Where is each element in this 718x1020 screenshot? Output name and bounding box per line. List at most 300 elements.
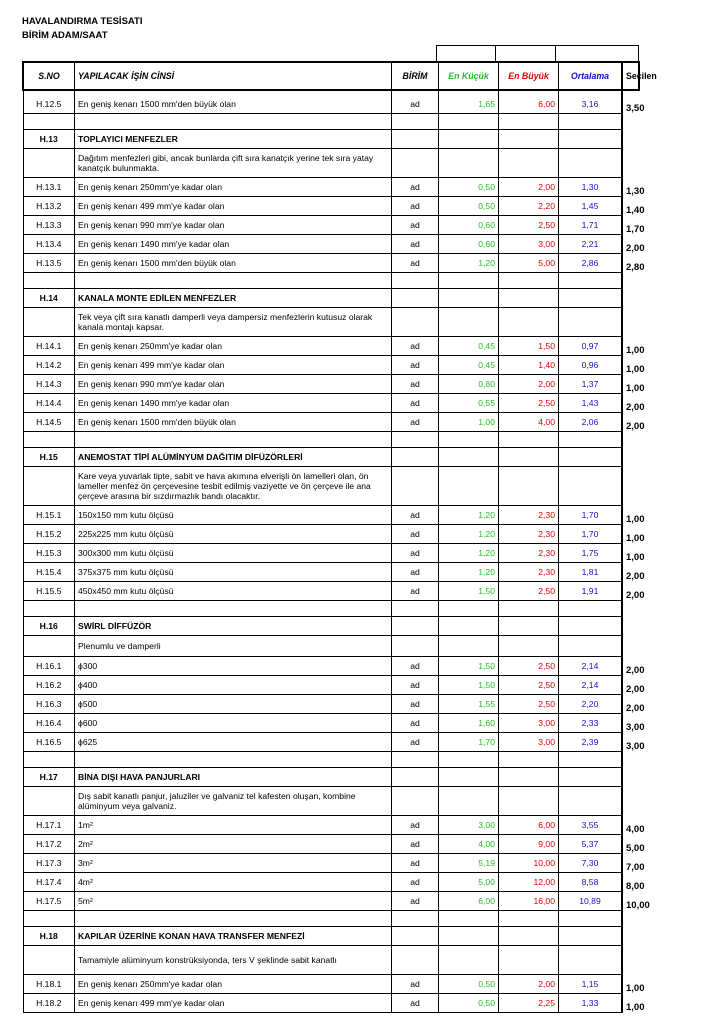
- spacer-row: [23, 601, 639, 617]
- empty-cell: [622, 601, 639, 617]
- row-desc: En geniş kenarı 250mm'ye kadar olan: [75, 178, 392, 197]
- row-min: 1,50: [439, 657, 499, 676]
- row-unit: ad: [392, 733, 439, 752]
- row-no: H.14.3: [23, 375, 75, 394]
- row-unit: ad: [392, 506, 439, 525]
- row-max: 12,00: [499, 873, 559, 892]
- table-row: [23, 676, 639, 695]
- row-max: 2,50: [499, 695, 559, 714]
- empty-cell: [622, 130, 639, 149]
- row-max: 2,25: [499, 994, 559, 1013]
- empty-cell: [439, 114, 499, 130]
- row-max: 2,30: [499, 563, 559, 582]
- empty-cell: [559, 601, 623, 617]
- empty-cell: [439, 149, 499, 178]
- row-max: 3,00: [499, 714, 559, 733]
- group-code: H.17: [23, 768, 75, 787]
- empty-cell: [622, 768, 639, 787]
- row-sel: 7,00: [622, 854, 639, 873]
- table-row: [23, 254, 639, 273]
- row-min: 1,55: [439, 695, 499, 714]
- row-max: 2,30: [499, 506, 559, 525]
- group-code: H.14: [23, 289, 75, 308]
- empty-cell: [75, 114, 392, 130]
- row-max: 6,00: [499, 95, 559, 114]
- empty-cell: [499, 114, 559, 130]
- group-code: H.18: [23, 927, 75, 946]
- table-row: [23, 816, 639, 835]
- table-row: [23, 994, 639, 1013]
- table-row: [23, 394, 639, 413]
- row-desc: 2m²: [75, 835, 392, 854]
- row-unit: ad: [392, 544, 439, 563]
- labor-hours-table: [22, 61, 657, 1013]
- row-avg: 7,30: [559, 854, 623, 873]
- empty-cell: [499, 149, 559, 178]
- row-min: 1,20: [439, 544, 499, 563]
- empty-cell: [439, 946, 499, 975]
- row-no: H.17.5: [23, 892, 75, 911]
- row-sel: 1,00: [622, 506, 639, 525]
- row-unit: ad: [392, 337, 439, 356]
- row-no: H.14.2: [23, 356, 75, 375]
- row-min: 0,55: [439, 394, 499, 413]
- group-header-row: [23, 617, 639, 636]
- row-desc: 150x150 mm kutu ölçüsü: [75, 506, 392, 525]
- table-row: [23, 873, 639, 892]
- row-desc: En geniş kenarı 1500 mm'den büyük olan: [75, 413, 392, 432]
- row-avg: 1,75: [559, 544, 623, 563]
- row-unit: ad: [392, 95, 439, 114]
- col-header-desc: YAPILACAK İŞİN CİNSİ: [75, 62, 392, 90]
- row-max: 1,40: [499, 356, 559, 375]
- row-no: H.16.2: [23, 676, 75, 695]
- row-max: 2,50: [499, 657, 559, 676]
- empty-cell: [499, 467, 559, 506]
- row-unit: ad: [392, 975, 439, 994]
- row-unit: ad: [392, 375, 439, 394]
- empty-cell: [439, 130, 499, 149]
- row-no: H.14.4: [23, 394, 75, 413]
- empty-cell: [622, 617, 639, 636]
- row-no: H.13.2: [23, 197, 75, 216]
- row-unit: ad: [392, 892, 439, 911]
- row-desc: En geniş kenarı 1490 mm'ye kadar olan: [75, 394, 392, 413]
- table-row: [23, 695, 639, 714]
- row-avg: 1,70: [559, 506, 623, 525]
- empty-cell: [499, 752, 559, 768]
- table-row: [23, 854, 639, 873]
- row-unit: ad: [392, 356, 439, 375]
- table-row: [23, 413, 639, 432]
- group-note-row: [23, 636, 639, 657]
- row-min: 0,50: [439, 975, 499, 994]
- row-max: 4,00: [499, 413, 559, 432]
- row-sel: 1,30: [622, 178, 639, 197]
- empty-cell: [392, 130, 439, 149]
- col-header-no: S.NO: [23, 62, 75, 90]
- empty-cell: [559, 787, 623, 816]
- row-sel: 8,00: [622, 873, 639, 892]
- row-max: 2,50: [499, 394, 559, 413]
- row-avg: 5,37: [559, 835, 623, 854]
- empty-cell: [392, 946, 439, 975]
- table-row: [23, 525, 639, 544]
- row-avg: 2,14: [559, 657, 623, 676]
- empty-cell: [392, 636, 439, 657]
- row-min: 5,19: [439, 854, 499, 873]
- group-title: BİNA DIŞI HAVA PANJURLARI: [75, 768, 392, 787]
- row-no: H.12.5: [23, 95, 75, 114]
- row-sel: 3,50: [622, 95, 639, 114]
- empty-cell: [23, 308, 75, 337]
- row-max: 2,00: [499, 975, 559, 994]
- row-avg: 1,15: [559, 975, 623, 994]
- row-no: H.17.2: [23, 835, 75, 854]
- row-min: 0,45: [439, 337, 499, 356]
- row-min: 3,00: [439, 816, 499, 835]
- empty-cell: [499, 787, 559, 816]
- row-desc: En geniş kenarı 990 mm'ye kadar olan: [75, 375, 392, 394]
- row-no: H.15.3: [23, 544, 75, 563]
- row-no: H.15.5: [23, 582, 75, 601]
- row-max: 10,00: [499, 854, 559, 873]
- row-max: 3,00: [499, 733, 559, 752]
- row-avg: 1,71: [559, 216, 623, 235]
- row-max: 2,50: [499, 582, 559, 601]
- group-note-row: [23, 787, 639, 816]
- empty-cell: [499, 448, 559, 467]
- table-row: [23, 178, 639, 197]
- row-desc: En geniş kenarı 499 mm'ye kadar olan: [75, 356, 392, 375]
- row-no: H.18.2: [23, 994, 75, 1013]
- row-min: 1,65: [439, 95, 499, 114]
- empty-cell: [439, 448, 499, 467]
- row-desc: 4m²: [75, 873, 392, 892]
- empty-cell: [23, 432, 75, 448]
- row-avg: 8,58: [559, 873, 623, 892]
- empty-cell: [559, 149, 623, 178]
- row-desc: En geniş kenarı 499 mm'ye kadar olan: [75, 197, 392, 216]
- table-row: [23, 544, 639, 563]
- group-note-row: [23, 946, 639, 975]
- empty-cell: [622, 946, 639, 975]
- empty-cell: [23, 114, 75, 130]
- empty-cell: [559, 617, 623, 636]
- empty-cell: [499, 273, 559, 289]
- group-note: Dağıtım menfezleri gibi, ancak bunlarda çift sıra kanatçık yerine tek sıra yatay kanatçık bulunmakta.: [75, 149, 392, 178]
- row-unit: ad: [392, 854, 439, 873]
- row-max: 1,50: [499, 337, 559, 356]
- row-sel: 4,00: [622, 816, 639, 835]
- row-sel: 2,00: [622, 394, 639, 413]
- row-desc: En geniş kenarı 990 mm'ye kadar olan: [75, 216, 392, 235]
- spacer-row: [23, 273, 639, 289]
- table-row: [23, 197, 639, 216]
- row-sel: 2,00: [622, 695, 639, 714]
- row-sel: 1,00: [622, 994, 639, 1013]
- group-title: ANEMOSTAT TİPİ ALÜMİNYUM DAĞITIM DİFÜZÖRLERİ: [75, 448, 392, 467]
- group-note-row: [23, 467, 639, 506]
- group-title: SWİRL DİFFÜZÖR: [75, 617, 392, 636]
- row-max: 9,00: [499, 835, 559, 854]
- row-avg: 1,33: [559, 994, 623, 1013]
- empty-cell: [439, 273, 499, 289]
- table-row: [23, 563, 639, 582]
- col-header-unit: BİRİM: [392, 62, 439, 90]
- row-unit: ad: [392, 525, 439, 544]
- row-min: 1,20: [439, 563, 499, 582]
- row-avg: 1,45: [559, 197, 623, 216]
- row-desc: En geniş kenarı 1500 mm'den büyük olan: [75, 254, 392, 273]
- empty-cell: [392, 768, 439, 787]
- empty-cell: [559, 130, 623, 149]
- row-min: 4,00: [439, 835, 499, 854]
- group-note: Tamamiyle alüminyum konstrüksiyonda, ters V şeklinde sabit kanatlı: [75, 946, 392, 975]
- row-sel: 2,00: [622, 413, 639, 432]
- row-no: H.14.1: [23, 337, 75, 356]
- row-unit: ad: [392, 873, 439, 892]
- row-max: 2,30: [499, 544, 559, 563]
- empty-cell: [392, 787, 439, 816]
- row-no: H.16.4: [23, 714, 75, 733]
- row-sel: 5,00: [622, 835, 639, 854]
- row-avg: 2,86: [559, 254, 623, 273]
- row-desc: ϕ625: [75, 733, 392, 752]
- empty-cell: [559, 308, 623, 337]
- empty-cell: [23, 149, 75, 178]
- table-row: [23, 95, 639, 114]
- empty-cell: [23, 911, 75, 927]
- row-avg: 3,55: [559, 816, 623, 835]
- row-min: 5,00: [439, 873, 499, 892]
- row-no: H.17.4: [23, 873, 75, 892]
- row-unit: ad: [392, 216, 439, 235]
- empty-cell: [559, 927, 623, 946]
- table-row: [23, 356, 639, 375]
- row-desc: ϕ400: [75, 676, 392, 695]
- empty-cell: [439, 601, 499, 617]
- row-avg: 2,33: [559, 714, 623, 733]
- row-unit: ad: [392, 197, 439, 216]
- group-title: KANALA MONTE EDİLEN MENFEZLER: [75, 289, 392, 308]
- empty-cell: [559, 768, 623, 787]
- empty-cell: [622, 467, 639, 506]
- row-unit: ad: [392, 563, 439, 582]
- table-row: [23, 582, 639, 601]
- row-min: 0,60: [439, 235, 499, 254]
- row-sel: 1,00: [622, 375, 639, 394]
- empty-cell: [559, 636, 623, 657]
- empty-cell: [499, 636, 559, 657]
- empty-cell: [75, 911, 392, 927]
- row-desc: 375x375 mm kutu ölçüsü: [75, 563, 392, 582]
- row-avg: 2,06: [559, 413, 623, 432]
- empty-cell: [622, 448, 639, 467]
- row-avg: 1,81: [559, 563, 623, 582]
- empty-cell: [439, 308, 499, 337]
- row-max: 2,20: [499, 197, 559, 216]
- row-unit: ad: [392, 994, 439, 1013]
- empty-cell: [439, 289, 499, 308]
- empty-cell: [499, 911, 559, 927]
- table-row: [23, 714, 639, 733]
- row-desc: 300x300 mm kutu ölçüsü: [75, 544, 392, 563]
- row-desc: ϕ600: [75, 714, 392, 733]
- empty-cell: [559, 946, 623, 975]
- row-avg: 1,43: [559, 394, 623, 413]
- row-min: 0,50: [439, 994, 499, 1013]
- empty-cell: [392, 114, 439, 130]
- table-row: [23, 375, 639, 394]
- row-unit: ad: [392, 835, 439, 854]
- row-unit: ad: [392, 235, 439, 254]
- group-header-row: [23, 768, 639, 787]
- row-min: 6,00: [439, 892, 499, 911]
- top-box-max: [495, 45, 556, 61]
- empty-cell: [559, 467, 623, 506]
- row-no: H.17.3: [23, 854, 75, 873]
- group-note: Tek veya çift sıra kanatlı damperli veya dampersiz menfezlerin kutusuz olarak kanala montajı kapsar.: [75, 308, 392, 337]
- row-desc: 450x450 mm kutu ölçüsü: [75, 582, 392, 601]
- row-unit: ad: [392, 816, 439, 835]
- row-no: H.18.1: [23, 975, 75, 994]
- row-max: 6,00: [499, 816, 559, 835]
- document-title: HAVALANDIRMA TESİSATI: [22, 16, 143, 27]
- row-unit: ad: [392, 657, 439, 676]
- spacer-row: [23, 432, 639, 448]
- empty-cell: [559, 289, 623, 308]
- group-header-row: [23, 448, 639, 467]
- group-note: Dış sabit kanatlı panjur, jaluziler ve galvaniz tel kafesten oluşan, kombine alüminyum veya galvaniz.: [75, 787, 392, 816]
- empty-cell: [622, 432, 639, 448]
- row-max: 16,00: [499, 892, 559, 911]
- row-unit: ad: [392, 582, 439, 601]
- empty-cell: [499, 601, 559, 617]
- empty-cell: [559, 911, 623, 927]
- row-avg: 3,16: [559, 95, 623, 114]
- empty-cell: [75, 273, 392, 289]
- empty-cell: [622, 787, 639, 816]
- row-max: 2,50: [499, 216, 559, 235]
- row-no: H.13.3: [23, 216, 75, 235]
- top-box-avg: [555, 45, 639, 61]
- row-unit: ad: [392, 714, 439, 733]
- col-header-avg: Ortalama: [559, 62, 623, 90]
- row-no: H.13.1: [23, 178, 75, 197]
- row-desc: ϕ500: [75, 695, 392, 714]
- row-min: 0,60: [439, 216, 499, 235]
- empty-cell: [622, 308, 639, 337]
- row-min: 1,00: [439, 413, 499, 432]
- row-avg: 2,39: [559, 733, 623, 752]
- spacer-row: [23, 752, 639, 768]
- row-min: 0,45: [439, 356, 499, 375]
- empty-cell: [23, 467, 75, 506]
- empty-cell: [392, 308, 439, 337]
- empty-cell: [499, 289, 559, 308]
- empty-cell: [23, 787, 75, 816]
- empty-cell: [499, 432, 559, 448]
- empty-cell: [392, 448, 439, 467]
- row-min: 1,20: [439, 525, 499, 544]
- row-no: H.14.5: [23, 413, 75, 432]
- row-no: H.15.4: [23, 563, 75, 582]
- row-avg: 2,14: [559, 676, 623, 695]
- row-no: H.16.3: [23, 695, 75, 714]
- document-subtitle: BİRİM ADAM/SAAT: [22, 30, 108, 41]
- row-sel: 1,00: [622, 544, 639, 563]
- empty-cell: [559, 448, 623, 467]
- row-unit: ad: [392, 178, 439, 197]
- spacer-row: [23, 911, 639, 927]
- row-max: 2,50: [499, 676, 559, 695]
- row-unit: ad: [392, 676, 439, 695]
- table-row: [23, 733, 639, 752]
- empty-cell: [499, 768, 559, 787]
- empty-cell: [392, 927, 439, 946]
- empty-cell: [75, 601, 392, 617]
- spacer-row: [23, 114, 639, 130]
- row-desc: En geniş kenarı 1490 mm'ye kadar olan: [75, 235, 392, 254]
- row-no: H.13.5: [23, 254, 75, 273]
- empty-cell: [392, 617, 439, 636]
- empty-cell: [499, 617, 559, 636]
- group-header-row: [23, 927, 639, 946]
- row-min: 1,50: [439, 582, 499, 601]
- row-min: 0,80: [439, 375, 499, 394]
- group-code: H.15: [23, 448, 75, 467]
- empty-cell: [75, 752, 392, 768]
- empty-cell: [622, 114, 639, 130]
- empty-cell: [559, 432, 623, 448]
- row-min: 1,50: [439, 676, 499, 695]
- row-desc: En geniş kenarı 250mm'ye kadar olan: [75, 975, 392, 994]
- table-row: [23, 337, 639, 356]
- row-sel: 2,00: [622, 563, 639, 582]
- empty-cell: [392, 432, 439, 448]
- empty-cell: [392, 752, 439, 768]
- empty-cell: [559, 752, 623, 768]
- table-body: [23, 62, 657, 1013]
- row-max: 2,30: [499, 525, 559, 544]
- row-sel: 1,70: [622, 216, 639, 235]
- row-sel: 1,00: [622, 337, 639, 356]
- empty-cell: [439, 911, 499, 927]
- row-avg: 1,37: [559, 375, 623, 394]
- group-code: H.13: [23, 130, 75, 149]
- empty-cell: [499, 308, 559, 337]
- empty-cell: [392, 467, 439, 506]
- empty-cell: [439, 467, 499, 506]
- empty-cell: [439, 636, 499, 657]
- table-row: [23, 235, 639, 254]
- empty-cell: [392, 273, 439, 289]
- table-row: [23, 506, 639, 525]
- row-sel: 2,00: [622, 657, 639, 676]
- row-desc: 225x225 mm kutu ölçüsü: [75, 525, 392, 544]
- row-min: 1,20: [439, 254, 499, 273]
- row-max: 3,00: [499, 235, 559, 254]
- row-sel: 1,00: [622, 525, 639, 544]
- row-unit: ad: [392, 254, 439, 273]
- group-title: KAPILAR ÜZERİNE KONAN HAVA TRANSFER MENFEZİ: [75, 927, 392, 946]
- col-header-max: En Büyük: [499, 62, 559, 90]
- row-no: H.16.1: [23, 657, 75, 676]
- row-desc: En geniş kenarı 250mm'ye kadar olan: [75, 337, 392, 356]
- empty-cell: [439, 432, 499, 448]
- row-no: H.15.2: [23, 525, 75, 544]
